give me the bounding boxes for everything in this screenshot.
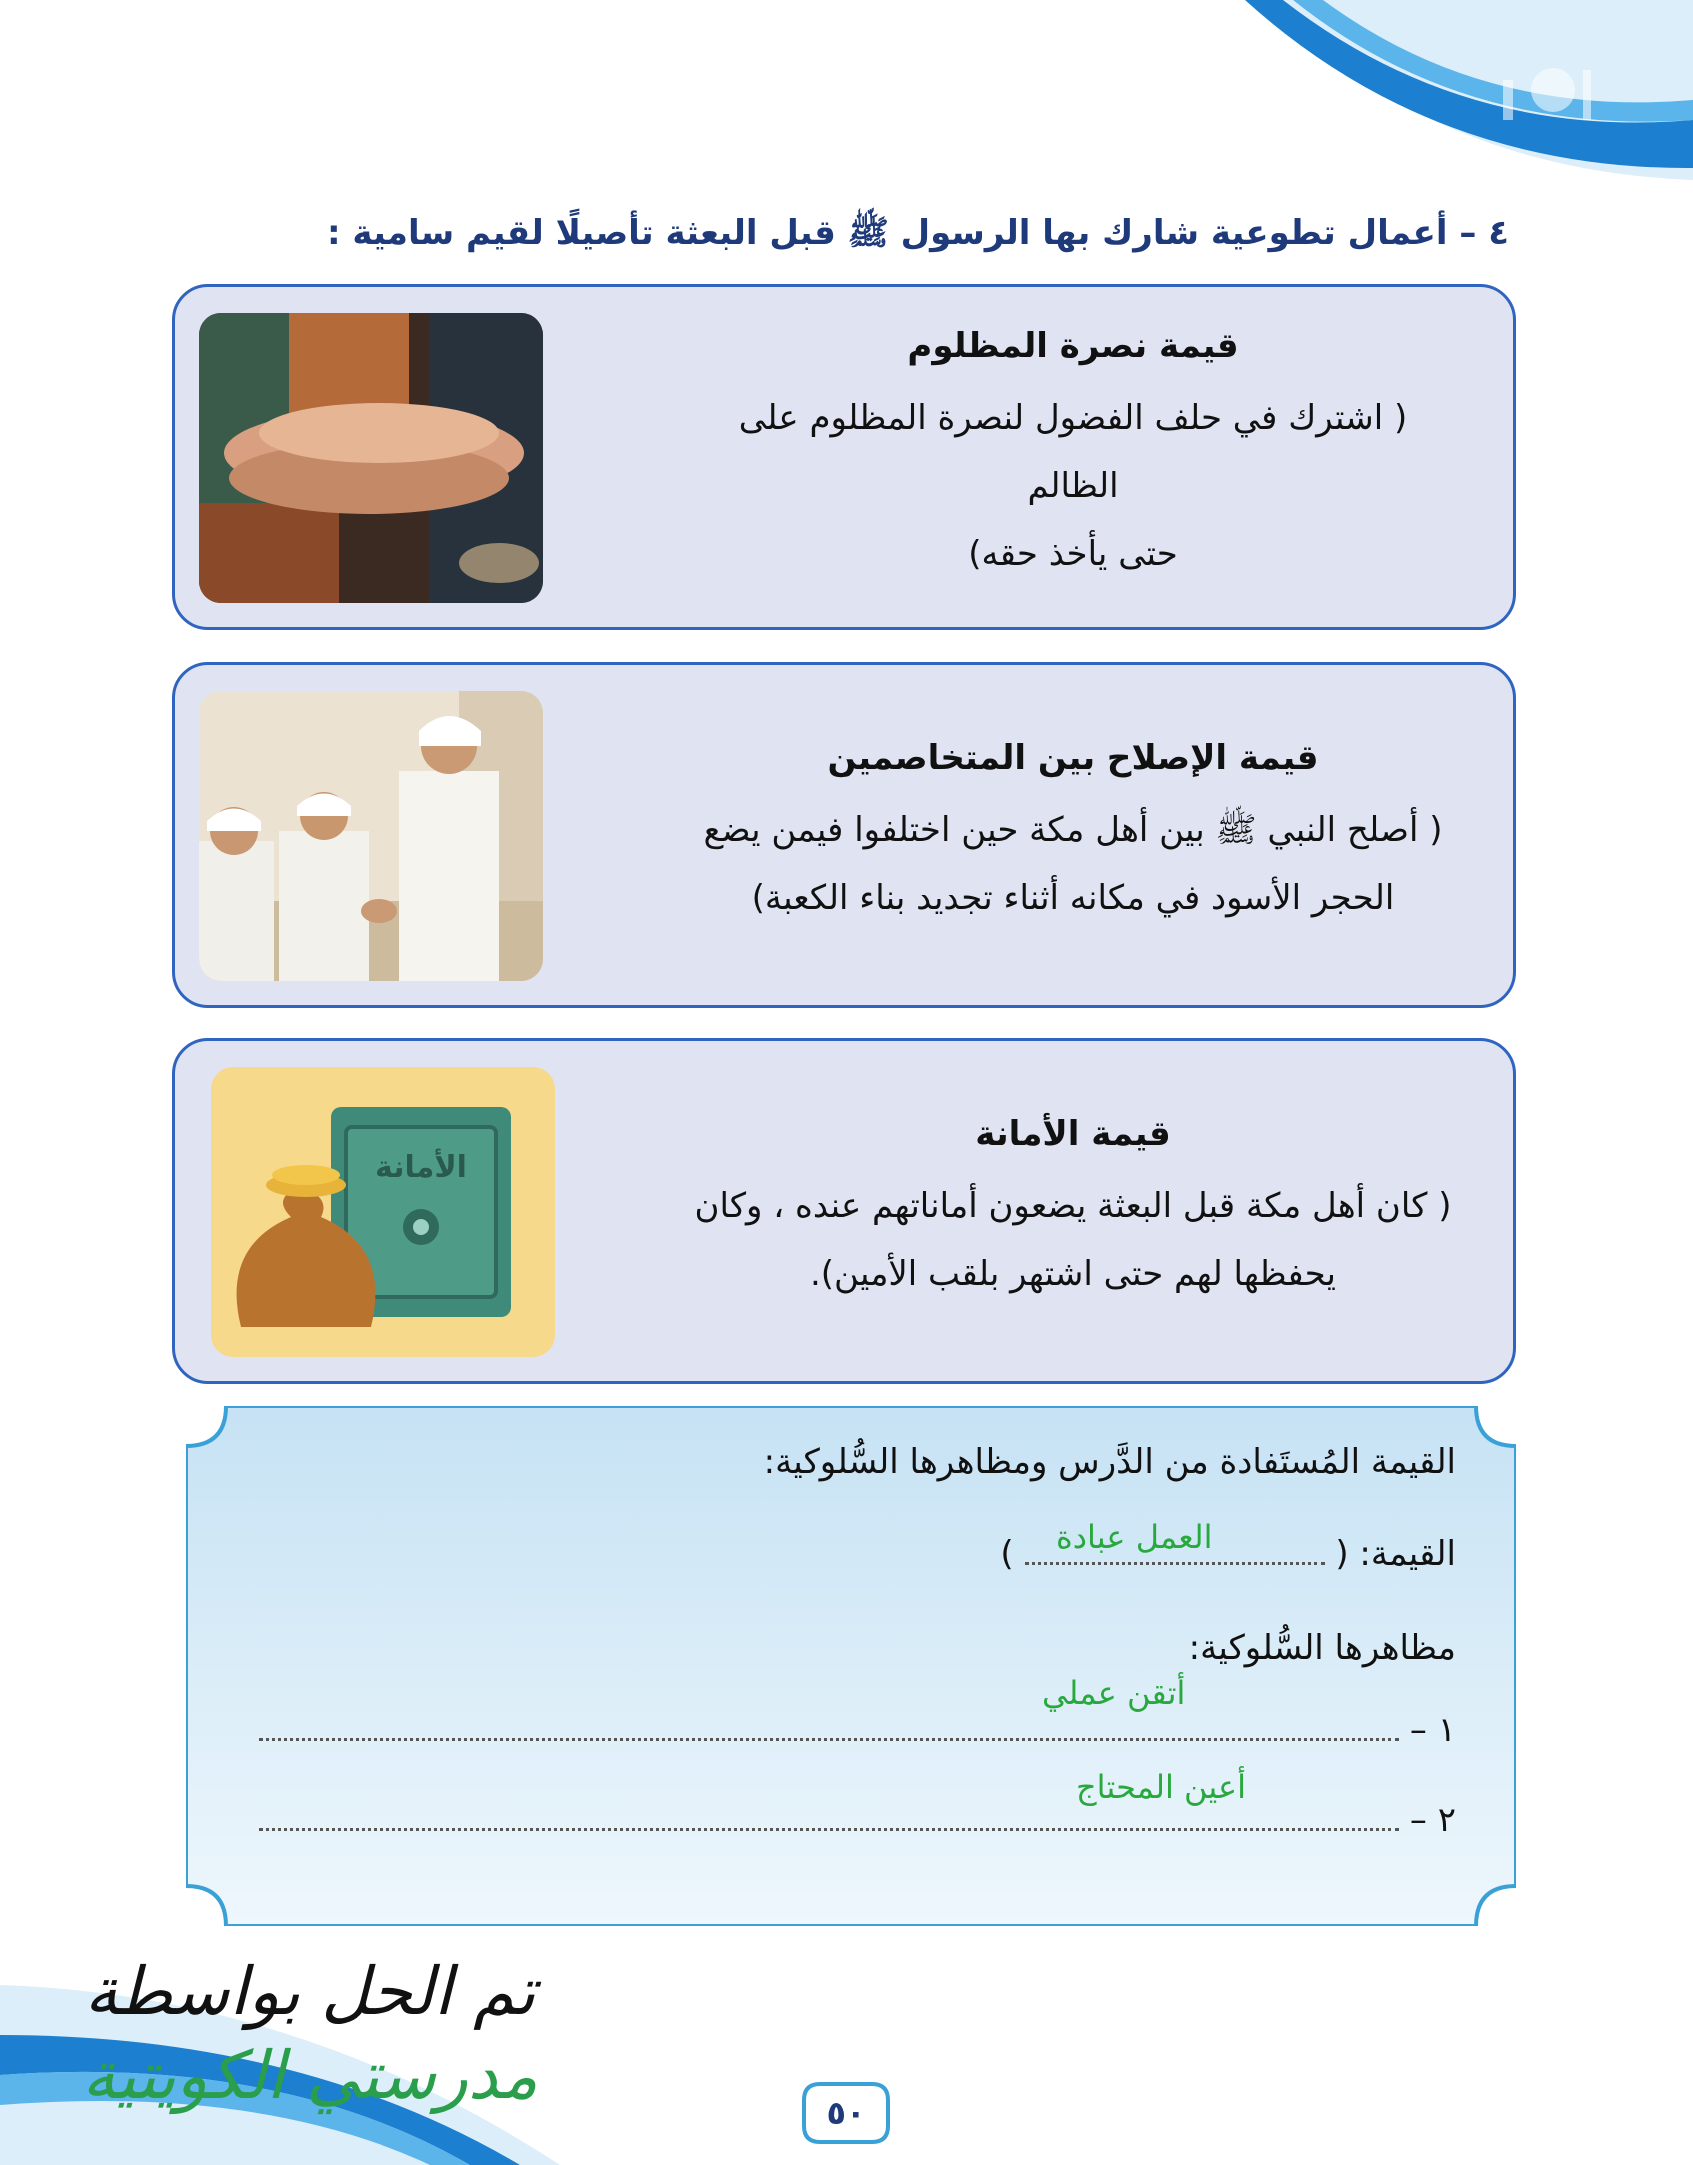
card-body-line: الحجر الأسود في مكانه أثناء تجديد بناء الكعبة) <box>751 878 1395 918</box>
card-body-line: حتى يأخذ حقه) <box>968 534 1178 574</box>
value-dotted-field <box>1025 1562 1325 1565</box>
item-number: ١ – <box>1409 1710 1456 1750</box>
item-number: ٢ – <box>1409 1800 1456 1840</box>
value-card-trustworthiness <box>172 1038 1516 1384</box>
behaviors-label: مظاهرها السُّلوكية: <box>1188 1628 1456 1668</box>
card-title: قيمة الأمانة <box>975 1114 1171 1154</box>
behavior-answer-1: أتقن عملي <box>1042 1674 1186 1712</box>
item-dotted-field <box>259 1738 1399 1741</box>
value-card-victim-support <box>172 284 1516 630</box>
card-text <box>693 1041 1453 1381</box>
safe-and-coins-illustration <box>211 1067 555 1357</box>
card-body-line: يحفظها لهم حتى اشتهر بلقب الأمين). <box>809 1254 1337 1294</box>
section-heading: ٤ – أعمال تطوعية شارك بها الرسول ﷺ قبل البعثة تأصيلًا لقيم سامية : <box>326 213 1509 253</box>
boys-handshake-photo <box>199 691 543 981</box>
item-dotted-field <box>259 1828 1399 1831</box>
card-body-line: ( أصلح النبي ﷺ بين أهل مكة حين اختلفوا فيمن يضع <box>703 810 1443 850</box>
lesson-value-answer-box <box>186 1406 1516 1926</box>
card-title: قيمة الإصلاح بين المتخاصمين <box>827 738 1319 778</box>
value-label: القيمة: ( <box>1335 1534 1456 1574</box>
value-answer: العمل عبادة <box>1056 1518 1213 1556</box>
watermark-line-2: مدرستي الكويتية <box>82 2037 538 2114</box>
handwritten-watermark <box>30 1950 590 2118</box>
behavior-answer-2: أعين المحتاج <box>1076 1768 1247 1806</box>
top-corner-decoration <box>1133 0 1693 180</box>
value-close: ) <box>1000 1534 1014 1574</box>
safe-label: الأمانة <box>375 1150 467 1185</box>
card-text <box>693 287 1453 627</box>
watermark-line-1: تم الحل بواسطة <box>84 1953 536 2030</box>
behavior-item-2 <box>259 1800 1456 1840</box>
card-text <box>693 665 1453 1005</box>
card-body-line: ( اشترك في حلف الفضول لنصرة المظلوم على الظالم <box>738 398 1408 506</box>
answer-prompt: القيمة المُستَفادة من الدَّرس ومظاهرها السُّلوكية: <box>763 1442 1456 1482</box>
stacked-hands-photo <box>199 313 543 603</box>
page-number: ٥٠ <box>826 2094 866 2132</box>
behavior-item-1 <box>259 1710 1456 1750</box>
page-number-badge <box>800 2080 892 2146</box>
value-card-reconciliation <box>172 662 1516 1008</box>
card-body-line: ( كان أهل مكة قبل البعثة يضعون أماناتهم عنده ، وكان <box>694 1186 1452 1226</box>
card-title: قيمة نصرة المظلوم <box>907 326 1239 366</box>
